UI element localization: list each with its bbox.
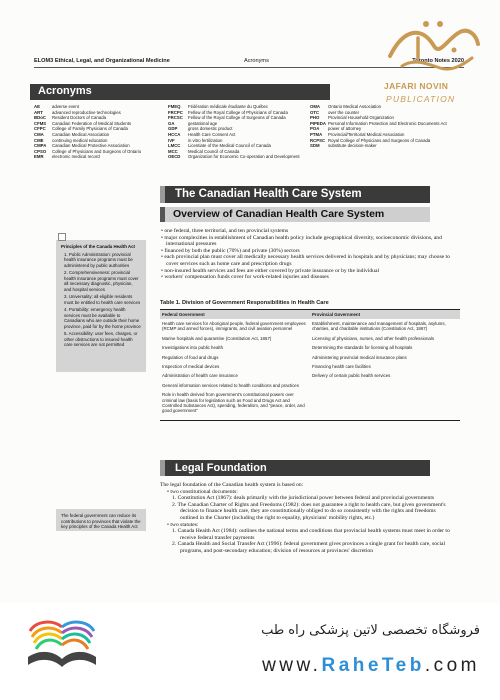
acronym-row: PTMA Provincial/Territorial Medical Association	[310, 131, 405, 137]
table-cell: General information services related to health conditions and practices	[162, 382, 299, 388]
acronym-row: OTC over the counter	[310, 109, 360, 115]
table-header-row	[160, 310, 460, 319]
acronym-row: ART advanced reproductive technologies	[34, 109, 121, 115]
publisher-logo	[372, 18, 490, 118]
table-cell: Administration of health care insurance	[162, 373, 238, 379]
acronym-row: GDP gross domestic product	[168, 126, 233, 132]
note-icon	[58, 233, 66, 241]
legal-foundation-text	[160, 482, 455, 555]
responsibilities-table	[160, 309, 460, 421]
acronym-row: BDoC Resident Doctors of Canada	[34, 115, 106, 121]
table-cell: Determining the standards for licensing all hospitals	[312, 345, 413, 351]
section-subtitle: Overview of Canadian Health Care System	[160, 207, 430, 222]
table-cell: Licensing of physicians, nurses, and other health professionals	[312, 335, 435, 341]
bullet-item: • major complexities in establishment of Canadian health policy include geographical diversity, socioeconomic divisions, and international pressures	[161, 234, 442, 248]
acronym-row: OMA Ontario Medical Association	[310, 104, 382, 109]
acronym-row: OECD Organization for Economic Co-operation and Development	[168, 154, 300, 160]
table-cell: Health care services for Aboriginal people, federal government employees (RCMP and armed forces), immigrants, and civil aviation personnel	[162, 321, 306, 332]
acronym-row: PHO Provincial Household Organization	[310, 115, 394, 121]
footer-website: www.RaheTeb.com	[262, 655, 480, 676]
table-title: Table 1. Division of Government Responsibilities in Health Care	[160, 300, 329, 306]
acronym-row: LMCC Licentiate of the Medical Council of Canada	[168, 143, 271, 149]
overview-bullets	[160, 228, 450, 281]
table-cell: Role in health derived from government's constitutional powers over criminal law (basis for legislation such as Food and Drugs Act and Controlled Substances Act), spending, federalism, and "peace, order, and good government"	[162, 392, 305, 414]
open-book-logo-icon	[22, 613, 102, 689]
table-header-federal: Federal Government	[162, 311, 205, 317]
sidebar-item: 4. Portability: emergency health services must be available to Canadians who are outside their home province, paid for by the home province	[64, 307, 141, 329]
sidebar-item: 5. Accessibility: user fees, charges, or other obstructions to insured health care services are not permitted	[64, 331, 138, 347]
bullet-item: • one federal, three territorial, and ten provincial systems	[161, 228, 289, 234]
acronym-row: AE adverse event	[34, 104, 79, 109]
table-header-provincial: Provincial Government	[312, 311, 361, 317]
sidebar-item: 1. Public Administration: provincial health insurance programs must be administered by public authorities	[64, 251, 133, 268]
logo-line-1: JAFARI NOVIN	[384, 81, 449, 91]
acronym-row: CMPA Canadian Medical Protective Association	[34, 143, 130, 149]
acronyms-heading: Acronyms	[30, 84, 330, 100]
legal-foundation-heading: Legal Foundation	[160, 460, 430, 476]
legal-doc-item: 2. The Canadian Charter of Rights and Freedoms (1982): does not guarantee a right to health care, but given government's decision to finance health care, they are constitutionally obliged to do so consistently with the rights and freedoms outlined in the Charter (including the right to equality, physicians' mobility rights, etc.)	[172, 501, 446, 521]
header-left: ELOM3 Ethical, Legal, and Organizational Medicine	[34, 58, 170, 64]
sidebar-item: 2. Comprehensiveness: provincial health insurance programs must cover all necessary diagnostic, physician, and hospital services	[64, 270, 139, 292]
table-column-provincial	[310, 319, 460, 420]
acronym-row: CPSO College of Physicians and Surgeons of Ontario	[34, 148, 142, 154]
acronym-row: POA power of attorney	[310, 126, 362, 132]
legal-statute-item: 2. Canada Health and Social Transfer Act (1996): federal government gives provinces a single grant for health care, social programs, and post-secondary education; division of resources at provinces' discretion	[172, 541, 446, 554]
acronym-row: FMEQ Fédération médicale étudiante du Québec	[168, 104, 269, 109]
table-cell: Investigations into public health	[162, 345, 224, 351]
acronyms-column-1	[34, 104, 141, 160]
table-cell: Marine hospitals and quarantine (Constitution Act, 1867)	[162, 335, 272, 341]
legal-doc-item: 1. Constitution Act (1867): deals primarily with the jurisdictional power between federal and provincial governments	[172, 495, 435, 502]
acronym-row: SDM substitute decision-maker	[310, 143, 377, 149]
table-column-federal	[160, 319, 310, 420]
bullet-item: • non-insured health services and fees are either covered by private insurance or by the individual	[161, 267, 380, 274]
acronym-row: CME continuing medical education	[34, 137, 108, 143]
sidebar-item: 3. Universality: all eligible residents must be entitled to health care services	[64, 294, 141, 305]
header-center: Acronyms	[244, 58, 269, 64]
acronym-row: PIPEDA Personal Information Protection and Electronic Documents Act	[310, 120, 447, 126]
acronym-row: FRCPC Fellow of the Royal College of Physicians of Canada	[168, 109, 288, 115]
acronyms-column-3	[310, 104, 447, 149]
legal-statutes-label: • two statutes:	[167, 521, 199, 528]
acronym-row: IVF in vitro fertilization	[168, 137, 223, 143]
table-cell: Delivery of certain public health services	[312, 373, 391, 379]
legal-intro: The legal foundation of the Canadian health system is based on:	[160, 482, 304, 488]
table-cell: Administering provincial medical insurance plans	[312, 354, 407, 360]
sidebar-title: Principles of the Canada Health Act	[61, 244, 136, 249]
acronym-row: GA gestational age	[168, 120, 218, 126]
footer-banner	[0, 603, 500, 700]
sidebar-principles	[56, 240, 146, 372]
acronym-row: EMR electronic medical record	[34, 154, 100, 160]
sidebar-note: The federal government can reduce its contributions to provinces that violate the key principles of the Canada Health Act	[56, 509, 146, 531]
table-cell: Regulation of food and drugs	[162, 354, 219, 360]
legal-statute-item: 1. Canada Health Act (1984): outlines the national terms and conditions that provincial health systems must meet in order to receive federal transfer payments	[172, 528, 450, 541]
table-cell: Financing health care facilities	[312, 364, 371, 370]
table-cell: Establishment, maintenance and management of hospitals, asylums, charities, and charitable institutions (Constitution Act, 1867)	[312, 321, 446, 332]
bullet-item: • workers' compensation funds cover for work-related injuries and diseases	[161, 274, 329, 281]
bullet-item: • each provincial plan must cover all medically necessary health services delivered in hospitals and by physicians; may choose to cover services such as home care and prescription drugs	[161, 254, 450, 267]
table-cell: Inspection of medical devices	[162, 364, 220, 370]
calligraphy-logo-icon	[382, 18, 482, 78]
acronym-row: RCPSC Royal College of Physicians and Surgeons of Canada	[310, 137, 431, 143]
table-body	[160, 319, 460, 420]
acronym-row: FRCSC Fellow of the Royal College of Surgeons of Canada	[168, 115, 286, 121]
section-title: The Canadian Health Care System	[160, 186, 430, 203]
acronyms-column-2	[168, 104, 300, 160]
bullet-item: • financed by both the public (70%) and private (30%) sectors	[161, 247, 300, 254]
acronym-row: CFMS Canadian Federation of Medical Students	[34, 120, 132, 126]
acronym-row: HCCA Health Care Consent Act	[168, 131, 236, 137]
footer-persian-text: فروشگاه تخصصی لاتین پزشکی راه طب	[261, 623, 480, 638]
acronym-row: CFPC College of Family Physicians of Canada	[34, 126, 128, 132]
acronym-row: MCC Medical Council of Canada	[168, 148, 240, 154]
acronym-row: CMA Canadian Medical Association	[34, 131, 110, 137]
header-right: Toronto Notes 2020	[412, 58, 464, 64]
legal-docs-label: • two constitutional documents:	[167, 488, 238, 495]
logo-line-2: PUBLICATION	[386, 94, 456, 104]
